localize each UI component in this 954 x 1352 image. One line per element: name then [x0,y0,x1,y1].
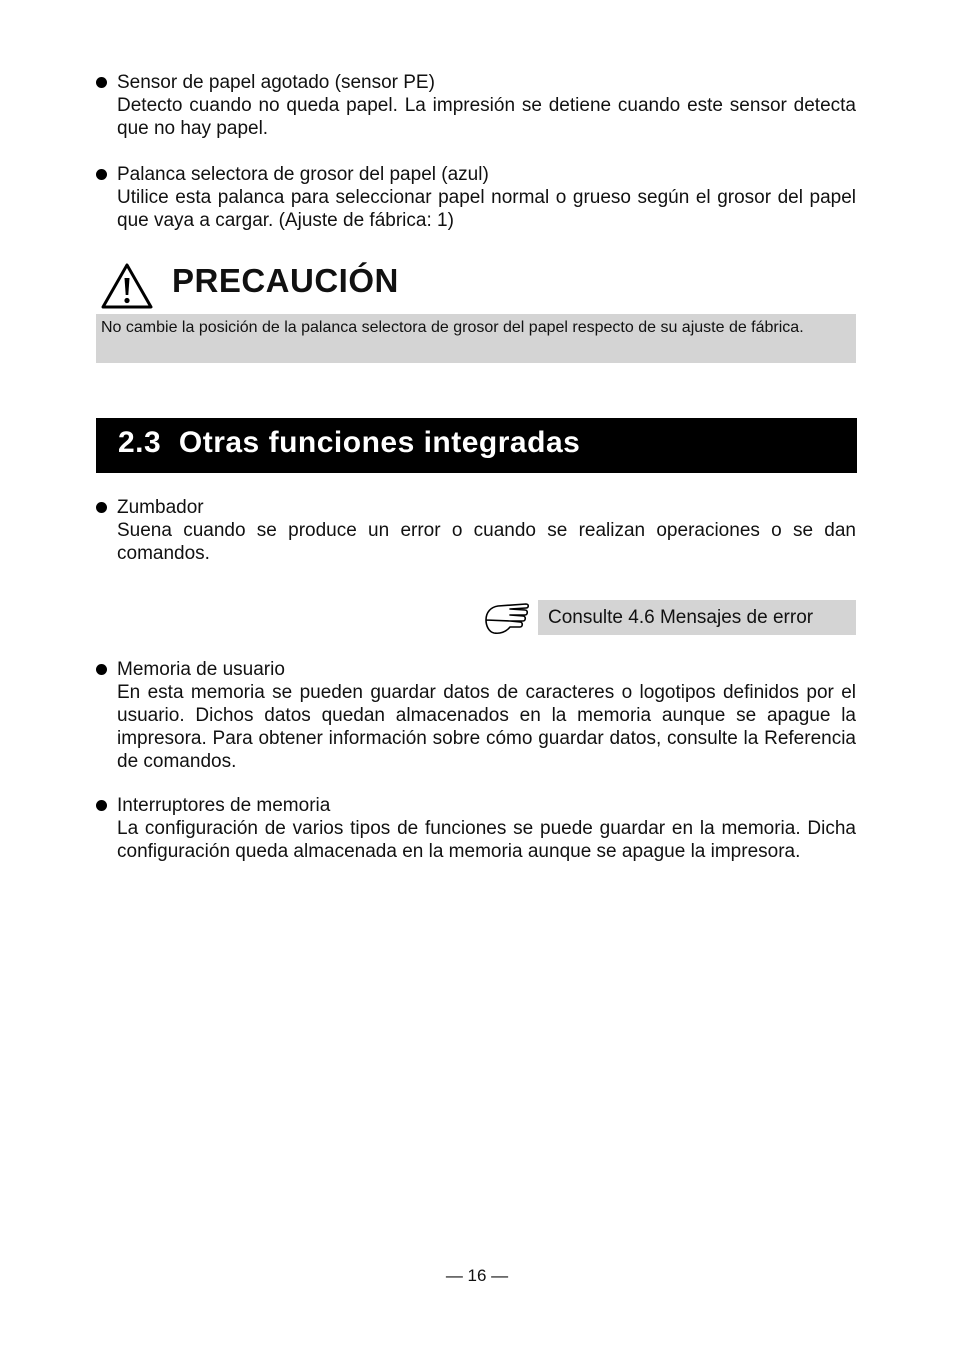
list-item-memory-switches [96,794,856,863]
list-item-buzzer [96,496,856,565]
list-item-pe-sensor [96,71,856,140]
item-body: La configuración de varios tipos de funciones se puede guardar en la memoria. Dicha configuración queda almacenada en la memoria aunque se apague la impresora. [117,818,856,862]
warning-triangle-icon [100,262,154,310]
reference-link[interactable]: Consulte 4.6 Mensajes de error [538,600,856,635]
bullet-icon [96,169,107,180]
pointing-hand-icon [482,598,532,640]
caution-title: PRECAUCIÓN [172,262,399,299]
list-item-thickness-lever [96,163,856,232]
item-title: Interruptores de memoria [117,795,331,816]
page-number: — 16 — [445,1266,509,1285]
section-title: 2.3 Otras funciones integradas [118,426,581,459]
item-title: Zumbador [117,497,204,518]
section-heading [96,418,857,473]
caution-heading [96,258,856,312]
list-item-user-memory [96,658,856,773]
item-body: Suena cuando se produce un error o cuando se realizan operaciones o se dan comandos. [117,520,856,564]
bullet-icon [96,664,107,675]
item-title: Palanca selectora de grosor del papel (azul) [117,164,489,185]
item-body: En esta memoria se pueden guardar datos de caracteres o logotipos definidos por el usuario. Dichos datos quedan almacenados en la memoria aunque se apague la impresora. Para obtener información sobre cómo guardar datos, consulte la Referencia de comandos. [117,682,856,772]
caution-text: No cambie la posición de la palanca selectora de grosor del papel respecto de su ajuste de fábrica. [96,314,856,363]
bullet-icon [96,77,107,88]
item-body: Utilice esta palanca para seleccionar papel normal o grueso según el grosor del papel que vaya a cargar. (Ajuste de fábrica: 1) [117,187,856,231]
bullet-icon [96,800,107,811]
item-body: Detecto cuando no queda papel. La impresión se detiene cuando este sensor detecta que no hay papel. [117,95,856,139]
bullet-icon [96,502,107,513]
item-title: Memoria de usuario [117,659,285,680]
item-title: Sensor de papel agotado (sensor PE) [117,72,435,93]
